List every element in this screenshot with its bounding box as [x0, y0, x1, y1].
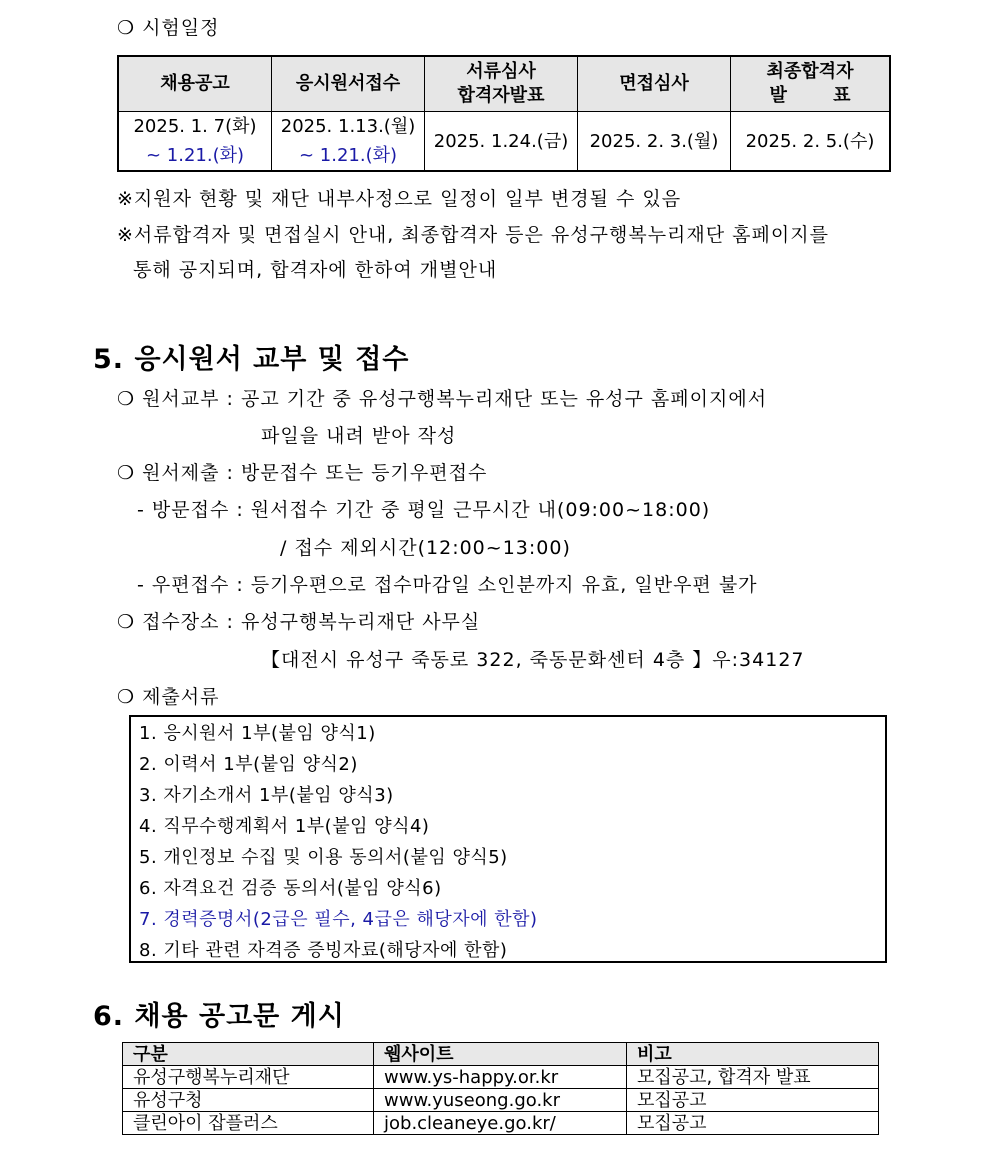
document-item: 8. 기타 관련 자격증 증빙자료(해당자에 한함)	[139, 940, 508, 961]
cell-application-period: 2025. 1.13.(월) ~ 1.21.(화)	[272, 112, 425, 172]
address-line: 【대전시 유성구 죽동로 322, 죽동문화센터 4층 】우:34127	[261, 649, 805, 671]
header-note: 비고	[627, 1043, 879, 1066]
cell-category: 클린아이 잡플러스	[123, 1112, 374, 1135]
document-item: 1. 응시원서 1부(붙임 양식1)	[139, 723, 376, 744]
schedule-value-row	[118, 112, 890, 172]
section5-line: - 방문접수 : 원서접수 기간 중 평일 근무시간 내(09:00~18:00)	[137, 499, 711, 521]
schedule-note: 통해 공지되며, 합격자에 한하여 개별안내	[133, 259, 498, 281]
document-item: 2. 이력서 1부(붙임 양식2)	[139, 754, 358, 775]
document-item: 7. 경력증명서(2급은 필수, 4급은 해당자에 한함)	[139, 909, 538, 930]
cell-final-result: 2025. 2. 5.(수)	[731, 112, 891, 172]
cell-note: 모집공고, 합격자 발표	[627, 1066, 879, 1089]
table-row	[123, 1066, 879, 1089]
header-final-result: 최종합격자 발 표	[731, 56, 891, 112]
cell-interview: 2025. 2. 3.(월)	[578, 112, 731, 172]
cell-note: 모집공고	[627, 1089, 879, 1112]
website-table	[122, 1042, 879, 1135]
cell-category: 유성구청	[123, 1089, 374, 1112]
header-document-result: 서류심사 합격자발표	[425, 56, 578, 112]
cell-note: 모집공고	[627, 1112, 879, 1135]
schedule-table	[117, 55, 891, 172]
table-row	[123, 1089, 879, 1112]
header-website: 웹사이트	[374, 1043, 627, 1066]
cell-website[interactable]: www.ys-happy.or.kr	[374, 1066, 627, 1089]
schedule-note: ※지원자 현황 및 재단 내부사정으로 일정이 일부 변경될 수 있음	[117, 188, 682, 210]
cell-document-result: 2025. 1.24.(금)	[425, 112, 578, 172]
schedule-header-row	[118, 56, 890, 112]
cell-posting-period: 2025. 1. 7(화) ~ 1.21.(화)	[118, 112, 272, 172]
section5-line: - 우편접수 : 등기우편으로 접수마감일 소인분까지 유효, 일반우편 불가	[137, 574, 758, 596]
header-application: 응시원서접수	[272, 56, 425, 112]
document-item: 3. 자기소개서 1부(붙임 양식3)	[139, 785, 394, 806]
section5-line: ❍ 원서제출 : 방문접수 또는 등기우편접수	[117, 462, 488, 484]
section5-line: / 접수 제외시간(12:00~13:00)	[280, 537, 571, 559]
documents-box	[129, 715, 887, 963]
header-posting: 채용공고	[118, 56, 272, 112]
section5-line: ❍ 원서교부 : 공고 기간 중 유성구행복누리재단 또는 유성구 홈페이지에서	[117, 388, 768, 410]
header-interview: 면접심사	[578, 56, 731, 112]
document-item: 5. 개인정보 수집 및 이용 동의서(붙임 양식5)	[139, 847, 508, 868]
section5-line: ❍ 접수장소 : 유성구행복누리재단 사무실	[117, 611, 481, 633]
document-item: 6. 자격요건 검증 동의서(붙임 양식6)	[139, 878, 442, 899]
cell-category: 유성구행복누리재단	[123, 1066, 374, 1089]
schedule-note: ※서류합격자 및 면접실시 안내, 최종합격자 등은 유성구행복누리재단 홈페이지를	[117, 224, 829, 246]
document-item: 4. 직무수행계획서 1부(붙임 양식4)	[139, 816, 430, 837]
website-header-row	[123, 1043, 879, 1066]
cell-website[interactable]: job.cleaneye.go.kr/	[374, 1112, 627, 1135]
table-row	[123, 1112, 879, 1135]
section5-title: 5. 응시원서 교부 및 접수	[93, 344, 410, 375]
section5-line: 파일을 내려 받아 작성	[261, 425, 457, 447]
schedule-heading: ❍ 시험일정	[117, 17, 220, 39]
section6-title: 6. 채용 공고문 게시	[93, 1001, 345, 1032]
cell-website[interactable]: www.yuseong.go.kr	[374, 1089, 627, 1112]
section5-line: ❍ 제출서류	[117, 686, 220, 708]
header-category: 구분	[123, 1043, 374, 1066]
